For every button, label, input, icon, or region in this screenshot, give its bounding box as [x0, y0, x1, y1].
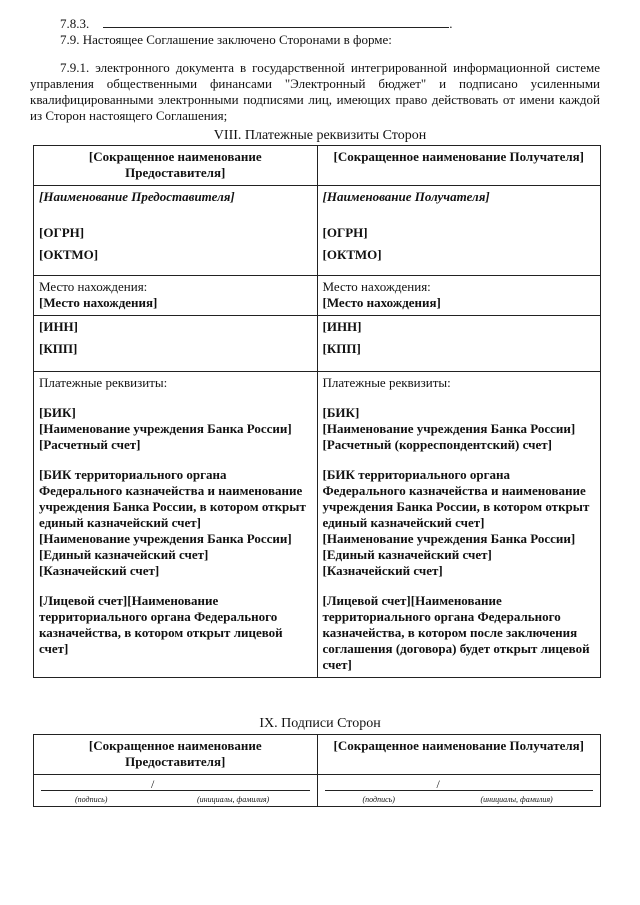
grantor-name-caption: (инициалы, фамилия) [197, 795, 270, 804]
grantor-bank: [Наименование учреждения Банка России] [39, 421, 292, 436]
grantor-signature-cell[interactable] [34, 775, 318, 807]
recipient-location: [Место нахождения] [322, 295, 441, 310]
recipient-signature-name-cell [317, 735, 601, 775]
recipient-short-name-cell [317, 146, 601, 186]
clause-7-8-3-end-dot: . [449, 16, 453, 31]
clause-7-9-1: 7.9.1. электронного документа в государственной интегрированной информационной системе управления общественными финансами "Электронный бюджет" и подписано усиленными квалифицированными электронными подписями лиц, имеющих право действовать от имени каждой из Сторон настоящего Соглашения; [30, 60, 600, 123]
grantor-treasury-bank: [Наименование учреждения Банка России] [39, 531, 292, 546]
payment-details-table [33, 145, 601, 678]
recipient-ogrn: [ОГРН] [322, 225, 368, 240]
grantor-personal-account: [Лицевой счет][Наименование территориального органа Федерального казначейства, в котором открыт лицевой счет] [39, 593, 283, 656]
section-9-title: IX. Подписи Сторон [259, 716, 381, 731]
table-row [34, 186, 601, 276]
clause-7-9: 7.9. Настоящее Соглашение заключено Сторонами в форме: [60, 32, 392, 47]
table-row [34, 735, 601, 775]
grantor-account: [Расчетный счет] [39, 437, 141, 452]
table-row [34, 316, 601, 372]
recipient-kpp: [КПП] [322, 341, 361, 356]
recipient-location-label: Место нахождения: [322, 279, 431, 294]
recipient-short-name: [Сокращенное наименование Получателя] [333, 149, 585, 164]
grantor-full-name: [Наименование Предоставителя] [39, 189, 235, 204]
section-8-title: VIII. Платежные реквизиты Сторон [213, 128, 427, 143]
recipient-full-name: [Наименование Получателя] [322, 189, 490, 204]
recipient-tax-cell [317, 316, 601, 372]
recipient-signature-name: [Сокращенное наименование Получателя] [333, 738, 585, 753]
recipient-payment-label: Платежные реквизиты: [322, 375, 451, 390]
recipient-name-caption: (инициалы, фамилия) [480, 795, 553, 804]
grantor-location: [Место нахождения] [39, 295, 158, 310]
clause-7-8-3-blank-line [103, 17, 449, 28]
grantor-tax-cell [34, 316, 318, 372]
recipient-personal-account: [Лицевой счет][Наименование территориального органа Федерального казначейства, в котором после заключения соглашения (договора) будет открыт лицевой счет] [322, 593, 590, 672]
recipient-signature-cell[interactable] [317, 775, 601, 807]
recipient-signature-line[interactable] [323, 778, 596, 802]
grantor-kpp: [КПП] [39, 341, 78, 356]
recipient-signature-caption: (подпись) [362, 795, 395, 804]
grantor-signature-name-cell [34, 735, 318, 775]
table-row [34, 372, 601, 678]
grantor-payment-label: Платежные реквизиты: [39, 375, 168, 390]
recipient-treasury-bank: [Наименование учреждения Банка России] [322, 531, 576, 546]
recipient-location-cell [317, 276, 601, 316]
grantor-signature-name: [Сокращенное наименование Предоставителя] [88, 738, 262, 769]
grantor-payment-cell [34, 372, 318, 678]
signatures-table [33, 734, 601, 807]
grantor-single-account: [Единый казначейский счет] [39, 547, 209, 562]
grantor-signature-line[interactable] [39, 778, 312, 802]
clause-7-8-3 [60, 16, 453, 32]
grantor-location-label: Место нахождения: [39, 279, 148, 294]
grantor-oktmo: [ОКТМО] [39, 247, 99, 262]
grantor-bik: [БИК] [39, 405, 76, 420]
grantor-treasury-account: [Казначейский счет] [39, 563, 160, 578]
recipient-bik: [БИК] [322, 405, 360, 420]
grantor-treasury-bik: [БИК территориального органа Федерального казначейства и наименование учреждения Банка России, в котором открыт единый казначейский счет] [39, 467, 306, 530]
grantor-signature-slash: / [151, 777, 155, 791]
recipient-payment-cell [317, 372, 601, 678]
recipient-identity-cell [317, 186, 601, 276]
table-row [34, 276, 601, 316]
table-row [34, 146, 601, 186]
grantor-short-name-cell [34, 146, 318, 186]
recipient-account: [Расчетный (корреспондентский) счет] [322, 437, 552, 452]
grantor-ogrn: [ОГРН] [39, 225, 85, 240]
grantor-inn: [ИНН] [39, 319, 78, 334]
recipient-inn: [ИНН] [322, 319, 362, 334]
recipient-bank: [Наименование учреждения Банка России] [322, 421, 576, 436]
clause-7-8-3-number: 7.8.3. [60, 16, 90, 31]
recipient-treasury-account: [Казначейский счет] [322, 563, 443, 578]
table-row [34, 775, 601, 807]
grantor-location-cell [34, 276, 318, 316]
recipient-treasury-bik: [БИК территориального органа Федерального казначейства и наименование учреждения Банка России, в котором открыт единый казначейский счет] [322, 467, 590, 530]
recipient-oktmo: [ОКТМО] [322, 247, 382, 262]
grantor-short-name: [Сокращенное наименование Предоставителя] [88, 149, 262, 180]
grantor-signature-caption: (подпись) [75, 795, 108, 804]
grantor-identity-cell [34, 186, 318, 276]
recipient-signature-slash: / [436, 777, 440, 791]
recipient-single-account: [Единый казначейский счет] [322, 547, 492, 562]
